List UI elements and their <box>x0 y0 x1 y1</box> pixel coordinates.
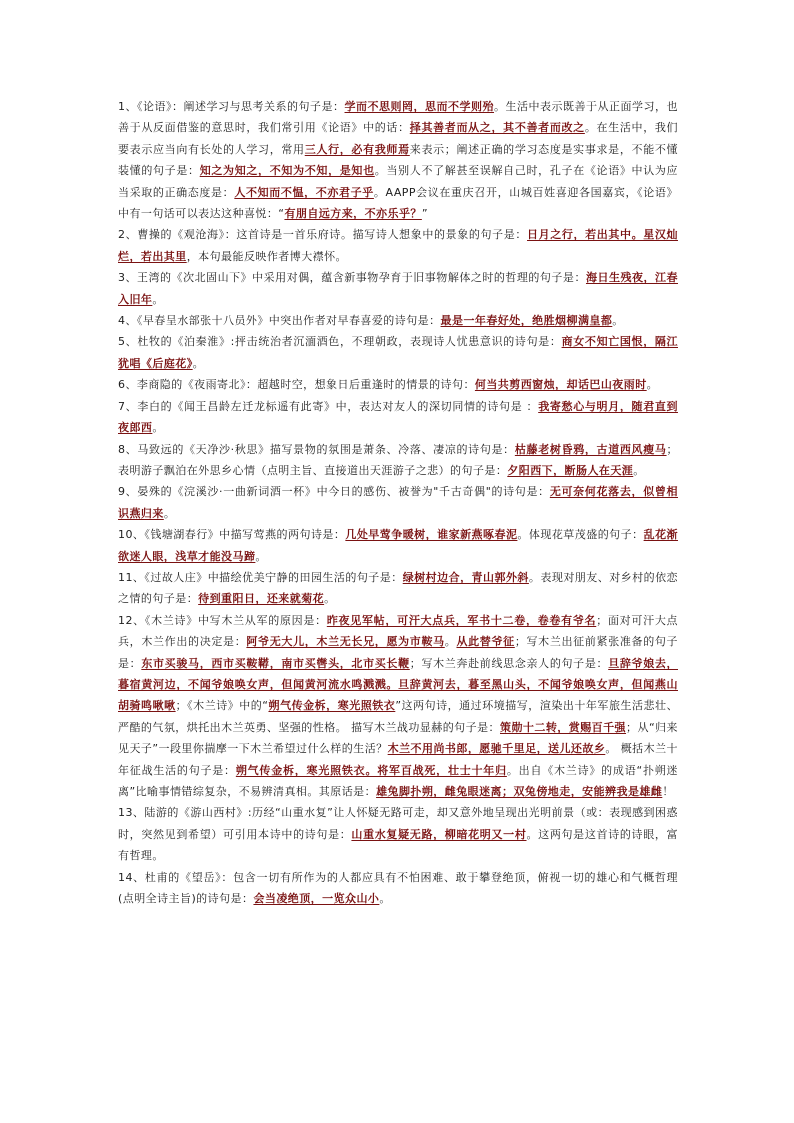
question-text: ；《木兰诗》中的“ <box>175 699 269 713</box>
list-item <box>118 374 678 395</box>
answer-text: 三人行，必有我师焉 <box>304 142 410 156</box>
question-text: 。 <box>163 506 176 520</box>
question-text: 来表示；阐述正确的学习态度是实事求是，不能不懂装懂的句子是： <box>118 142 678 178</box>
answer-text: 东市买骏马，西市买鞍鞯，南市买辔头，北市买长鞭 <box>141 656 410 670</box>
list-item <box>118 310 678 331</box>
question-text: 。体现花草茂盛的句子： <box>517 528 644 542</box>
question-text: ；写木兰出征前紧张准备的句子是： <box>118 635 678 670</box>
answer-text: 择其善者而从之，其不善者而改之 <box>409 121 585 135</box>
question-text: 7、李白的《闻王昌龄左迁龙标遥有此寄》中，表达对友人的深切同情的诗句是 ： <box>118 399 539 413</box>
list-item <box>118 96 678 224</box>
question-text: 。 <box>612 314 624 328</box>
answer-text: 会当凌绝顶，一览众山小 <box>253 892 380 906</box>
answer-text: 日月之行，若出其中。星汉灿烂，若出其里 <box>118 228 678 263</box>
answer-text: 商女不知亡国恨，隔江犹唱《后庭花》 <box>118 335 678 370</box>
question-text: 。 <box>152 292 164 306</box>
list-item <box>118 224 678 267</box>
question-text: 。 <box>379 892 391 906</box>
question-text: ，本句最能反映作者博大襟怀。 <box>186 249 348 263</box>
question-text: 10、《钱塘湖春行》中描写莺燕的两句诗是： <box>118 528 346 542</box>
answer-text: 几处早莺争暖树，谁家新燕啄春泥 <box>345 528 518 542</box>
question-text: 2、曹操的《观沧海》：这首诗是一首乐府诗。描写诗人想象中的景象的句子是： <box>118 228 528 242</box>
question-text: ；写木兰奔赴前线思念亲人的句子是： <box>409 656 609 670</box>
list-item <box>118 524 678 567</box>
answer-text: 海日生残夜，江春入旧年 <box>118 271 678 306</box>
question-text: 。在生活中，我们要表示应当向有长处的人学习，常用 <box>118 121 679 156</box>
question-text: 8、马致远的《天净沙·秋思》描写景物的氛围是萧条、冷落、凄凉的诗句是： <box>118 442 515 456</box>
answer-text: 最是一年春好处，绝胜烟柳满皇都 <box>440 314 613 328</box>
question-text: 11、《过故人庄》中描绘优美宁静的田园生活的句子是： <box>118 570 403 584</box>
question-text: 13、陆游的《游山西村》:历经“山重水复”让人怀疑无路可走，却又意外地呈现出光明前景（或：表现感到困惑时，突然见到希望）可引用本诗中的诗句是： <box>118 806 678 841</box>
answer-text: 昨夜见军帖，可汗大点兵，军书十二卷，卷卷有爷名 <box>326 613 597 627</box>
question-text: ；从“归来见天子”一段里你揣摩一下木兰希望过什么样的生活？ <box>118 720 679 756</box>
question-text: 。 <box>633 463 645 477</box>
answer-text: 旦辞爷娘去，暮宿黄河边，不闻爷娘唤女声，但闻黄河流水鸣溅溅。旦辞黄河去，暮至黑山头，不闻爷娘唤女声，但闻燕山胡骑鸣啾啾 <box>118 656 678 713</box>
answer-text: 无可奈何花落去，似曾相识燕归来 <box>118 485 678 520</box>
list-item <box>118 802 678 866</box>
answer-text: 木兰不用尚书郎，愿驰千里足，送儿还故乡 <box>387 742 606 756</box>
answer-text: 山重水复疑无路，柳暗花明又一村 <box>351 827 527 841</box>
answer-text: 有朋自远方来，不亦乐乎？ <box>284 207 422 221</box>
answer-text: 我寄愁心与明月，随君直到夜郎西 <box>118 399 678 435</box>
question-text: 14、杜甫的《望岳》：包含一切有所作为的人都应具有不怕困难、敢于攀登绝顶，俯视一切的雄心和气概哲理(点明全诗主旨)的诗句是： <box>118 870 678 906</box>
answer-text: 阿爷无大儿，木兰无长兄，愿为市鞍马 <box>246 635 445 649</box>
question-text: 。生活中表示既善于从正面学习，也善于从反面借鉴的意思时，我们常引用《论语》中的话： <box>118 100 678 135</box>
question-text: 。 <box>646 378 659 392</box>
list-item <box>118 331 678 374</box>
question-text: 。 <box>324 592 336 606</box>
list-item <box>118 396 678 439</box>
question-text: 。 <box>444 635 457 649</box>
answer-text: 绿树村边合，青山郭外斜 <box>402 570 529 584</box>
answer-text: 知之为知之，不知为不知，是知也 <box>199 164 375 178</box>
question-text: ；面对可汗大点兵，木兰作出的决定是： <box>118 613 678 649</box>
answer-text: 朔气传金柝，寒光照铁衣 <box>268 699 396 713</box>
answer-text: 人不知而不愠，不亦君子乎 <box>234 185 374 199</box>
question-text: 1、《论语》：阐述学习与思考关系的句子是： <box>118 100 345 113</box>
answer-text: 何当共剪西窗烛，却话巴山夜雨时 <box>474 378 647 392</box>
question-text: 。 概括木兰十年征战生活的句子是： <box>118 742 678 777</box>
answer-text: 待到重阳日，还来就菊花 <box>198 592 325 606</box>
question-text: 4、《早春呈水部张十八员外》中突出作者对早春喜爱的诗句是： <box>118 314 441 328</box>
answer-text: 策勋十二转，赏赐百千强 <box>500 720 627 734</box>
document-body <box>118 96 678 909</box>
question-text: 。表现对朋友、对乡村的依恋之情的句子是： <box>118 570 679 606</box>
question-text: 9、晏殊的《浣溪沙·一曲新词酒一杯》中今日的感伤、被誉为"千古奇偶"的诗句是： <box>118 485 550 499</box>
answer-text: 乱花渐欲迷人眼，浅草才能没马蹄 <box>118 528 679 563</box>
answer-text: 朔气传金柝，寒光照铁衣。将军百战死，壮士十年归 <box>235 763 507 777</box>
question-text: 12、《木兰诗》中写木兰从军的原因是： <box>118 613 327 627</box>
question-text: ”这两句诗，通过环境描写，渲染出十年军旅生活悲壮、严酷的气氛，烘托出木兰英勇、坚强的性格。 描写木兰战功显赫的句子是： <box>118 699 679 734</box>
question-text: 。当别人不了解甚至误解自己时，孔子在《论语》中认为应当采取的正确态度是： <box>118 164 679 199</box>
question-text: 。 <box>255 549 267 563</box>
question-text: ” <box>421 207 429 221</box>
question-text: 5、杜牧的《泊秦淮》:抨击统治者沉湎酒色，不理朝政，表现诗人忧患意识的诗句是： <box>118 335 562 349</box>
list-item <box>118 867 678 910</box>
answer-text: 枯藤老树昏鸦，古道西风瘦马 <box>514 442 667 456</box>
question-text: ！ <box>662 785 674 798</box>
question-text: ；表明游子飘泊在外思乡心情（点明主旨、直接道出天涯游子之悲）的句子是： <box>118 442 678 477</box>
question-text: 。出自《木兰诗》的成语“扑朔迷离”比喻事情错综复杂，不易辨清真相。其原话是： <box>118 763 678 798</box>
question-text: 。AAPP会议在重庆召开，山城百姓喜迎各国嘉宾，《论语》中有一句话可以表达这种喜悦：“ <box>118 185 679 221</box>
answer-text: 夕阳西下，断肠人在天涯 <box>507 463 634 477</box>
list-item <box>118 481 678 524</box>
answer-text: 雄兔脚扑朔，雌兔眼迷离；双兔傍地走，安能辨我是雄雌 <box>376 785 663 798</box>
answer-text: 从此替爷征 <box>456 635 515 649</box>
answer-text: 学而不思则罔，思而不学则殆 <box>344 100 495 113</box>
question-text: 。这两句是这首诗的诗眼，富有哲理。 <box>118 827 679 863</box>
question-text: 3、王湾的《次北固山下》中采用对偶，蕴含新事物孕育于旧事物解体之时的哲理的句子是： <box>118 271 586 285</box>
question-text: 6、李商隐的《夜雨寄北》：超越时空，想象日后重逢时的情景的诗句： <box>118 378 475 392</box>
list-item <box>118 267 678 310</box>
question-text: 。 <box>152 421 164 435</box>
list-item <box>118 610 678 803</box>
list-item <box>118 439 678 482</box>
question-text: 。 <box>192 356 205 370</box>
list-item <box>118 567 678 610</box>
